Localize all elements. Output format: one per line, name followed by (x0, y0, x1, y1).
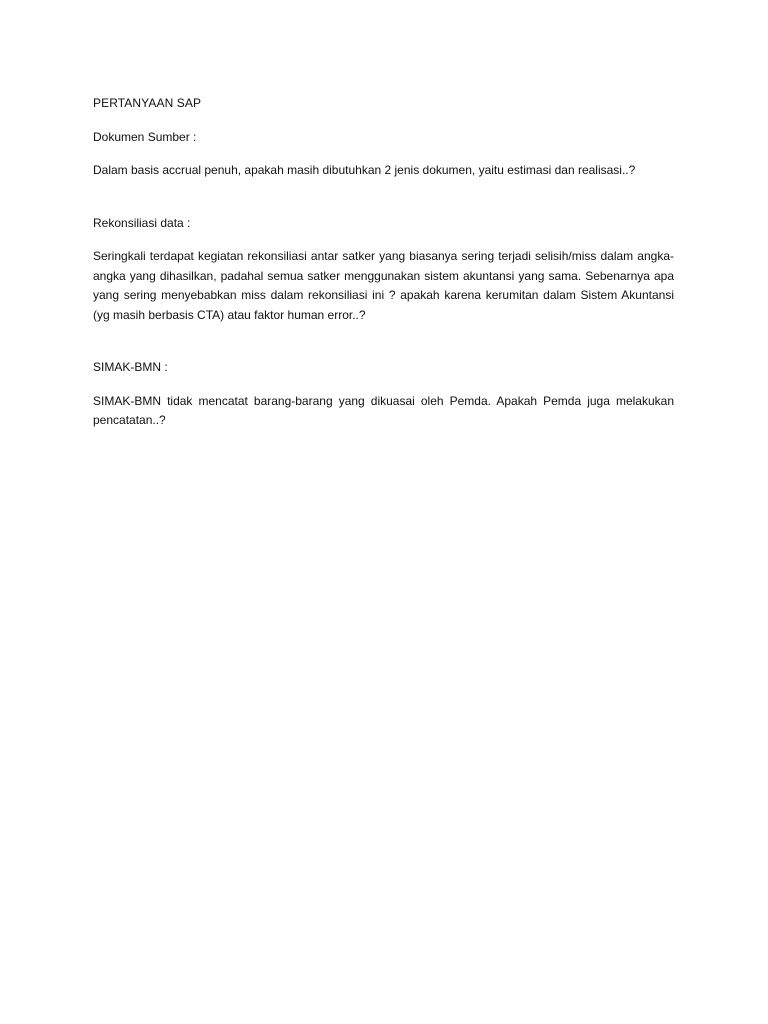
section-paragraph: Seringkali terdapat kegiatan rekonsiliasi antar satker yang biasanya sering terjadi selisih/miss dalam angka-angka yang dihasilkan, padahal semua satker menggunakan sistem akuntansi yang sama. Sebenarnya apa yang sering menyebabkan miss dalam rekonsiliasi ini ? apakah karena kerumitan dalam Sistem Akuntansi (yg masih berbasis CTA) atau faktor human error..? (93, 249, 674, 322)
section-dokumen-sumber (93, 128, 674, 181)
section-paragraph: Dalam basis accrual penuh, apakah masih dibutuhkan 2 jenis dokumen, yaitu estimasi dan realisasi..? (93, 163, 636, 177)
section-rekonsiliasi-data (93, 214, 674, 326)
section-heading: Dokumen Sumber : (93, 129, 197, 144)
section-heading: Rekonsiliasi data : (93, 215, 191, 230)
section-paragraph: SIMAK-BMN tidak mencatat barang-barang yang dikuasai oleh Pemda. Apakah Pemda juga melakukan pencatatan..? (93, 393, 674, 427)
section-heading: SIMAK-BMN : (93, 360, 168, 374)
document-title: PERTANYAAN SAP (93, 96, 202, 110)
section-simak-bmn (93, 358, 674, 431)
